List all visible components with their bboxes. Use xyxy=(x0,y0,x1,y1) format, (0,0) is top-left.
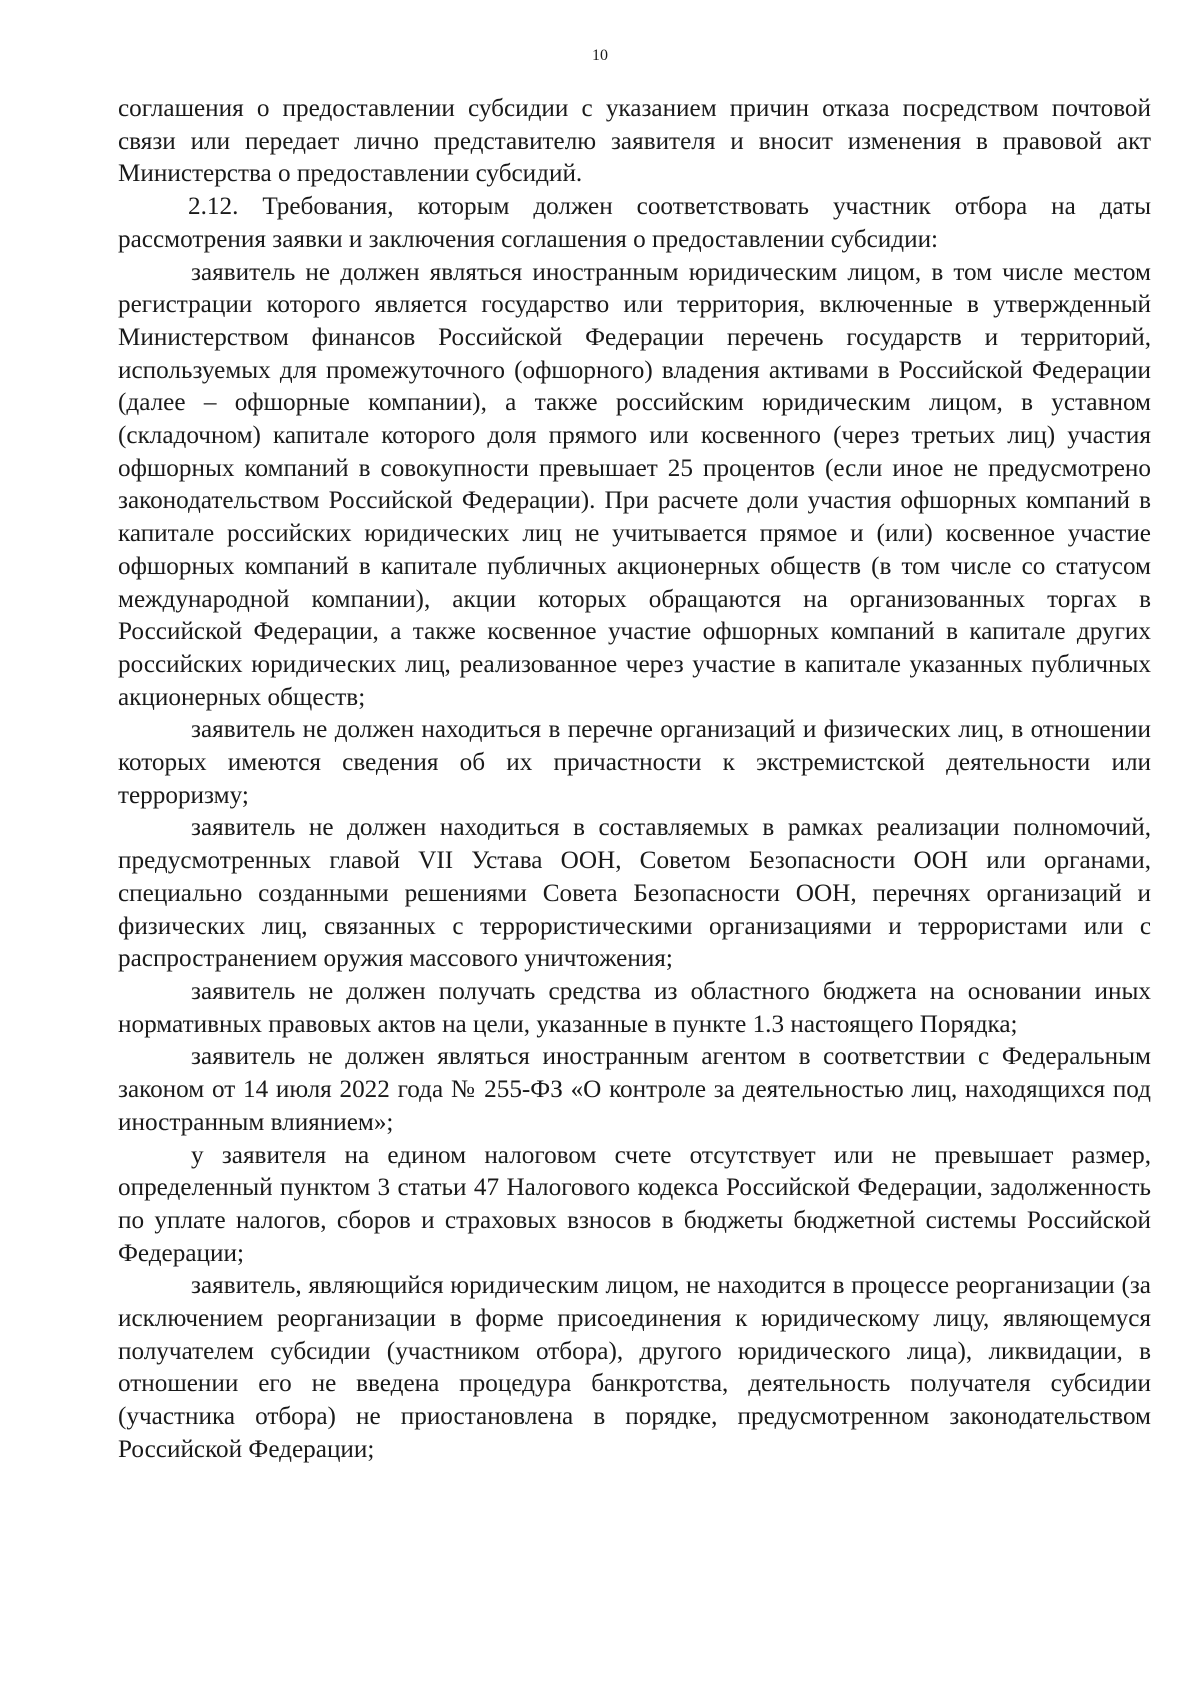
paragraph-section-2-12: 2.12. Требования, которым должен соответствовать участник отбора на даты рассмотрения заявки и заключения соглашения о предоставлении субсидии: xyxy=(118,193,1151,253)
paragraph-offshore-requirement: заявитель не должен являться иностранным юридическим лицом, в том числе местом регистрации которого является государство или территория, включенные в утвержденный Министерством финансов Российской Федерации перечень государств и территорий, используемых для промежуточного (офшорного) владения активами в Российской Федерации (далее – офшорные компании), а также российским юридическим лицом, в уставном (складочном) капитале которого доля прямого или косвенного (через третьих лиц) участия офшорных компаний в совокупности превышает 25 процентов (если иное не предусмотрено законодательством Российской Федерации). При расчете доли участия офшорных компаний в капитале российских юридических лиц не учитывается прямое и (или) косвенное участие офшорных компаний в капитале публичных акционерных обществ (в том числе со статусом международной компании), акции которых обращаются на организованных торгах в Российской Федерации, а также косвенное участие офшорных компаний в капитале других российских юридических лиц, реализованное через участие в капитале указанных публичных акционерных обществ; xyxy=(118,258,1151,711)
paragraph-extremism-requirement: заявитель не должен находиться в перечне организаций и физических лиц, в отношении которых имеются сведения об их причастности к экстремистской деятельности или терроризму; xyxy=(118,716,1151,809)
paragraph-continuation: соглашения о предоставлении субсидии с указанием причин отказа посредством почтовой связи или передает лично представителю заявителя и вносит изменения в правовой акт Министерства о предоставлении субсидий. xyxy=(118,95,1151,188)
page-number: 10 xyxy=(592,47,608,64)
paragraph-foreign-agent-requirement: заявитель не должен являться иностранным агентом в соответствии с Федеральным законом от 14 июля 2022 года № 255-ФЗ «О контроле за деятельностью лиц, находящихся под иностранным влиянием»; xyxy=(118,1043,1151,1136)
paragraph-un-list-requirement: заявитель не должен находиться в составляемых в рамках реализации полномочий, предусмотренных главой VII Устава ООН, Советом Безопасности ООН или органами, специально созданными решениями Совета Безопасности ООН, перечнях организаций и физических лиц, связанных с террористическими организациями и террористами или с распространением оружия массового уничтожения; xyxy=(118,814,1151,973)
paragraph-budget-funds-requirement: заявитель не должен получать средства из областного бюджета на основании иных нормативных правовых актов на цели, указанные в пункте 1.3 настоящего Порядка; xyxy=(118,977,1151,1038)
document-body xyxy=(118,93,1151,1467)
paragraph-reorganization-requirement: заявитель, являющийся юридическим лицом, не находится в процессе реорганизации (за исключением реорганизации в форме присоединения к юридическому лицу, являющемуся получателем субсидии (участником отбора), другого юридического лица), ликвидации, в отношении его не введена процедура банкротства, деятельность получателя субсидии (участника отбора) не приостановлена в порядке, предусмотренном законодательством Российской Федерации; xyxy=(118,1272,1151,1463)
paragraph-tax-debt-requirement: у заявителя на едином налоговом счете отсутствует или не превышает размер, определенный пунктом 3 статьи 47 Налогового кодекса Российской Федерации, задолженность по уплате налогов, сборов и страховых взносов в бюджеты бюджетной системы Российской Федерации; xyxy=(118,1141,1151,1267)
